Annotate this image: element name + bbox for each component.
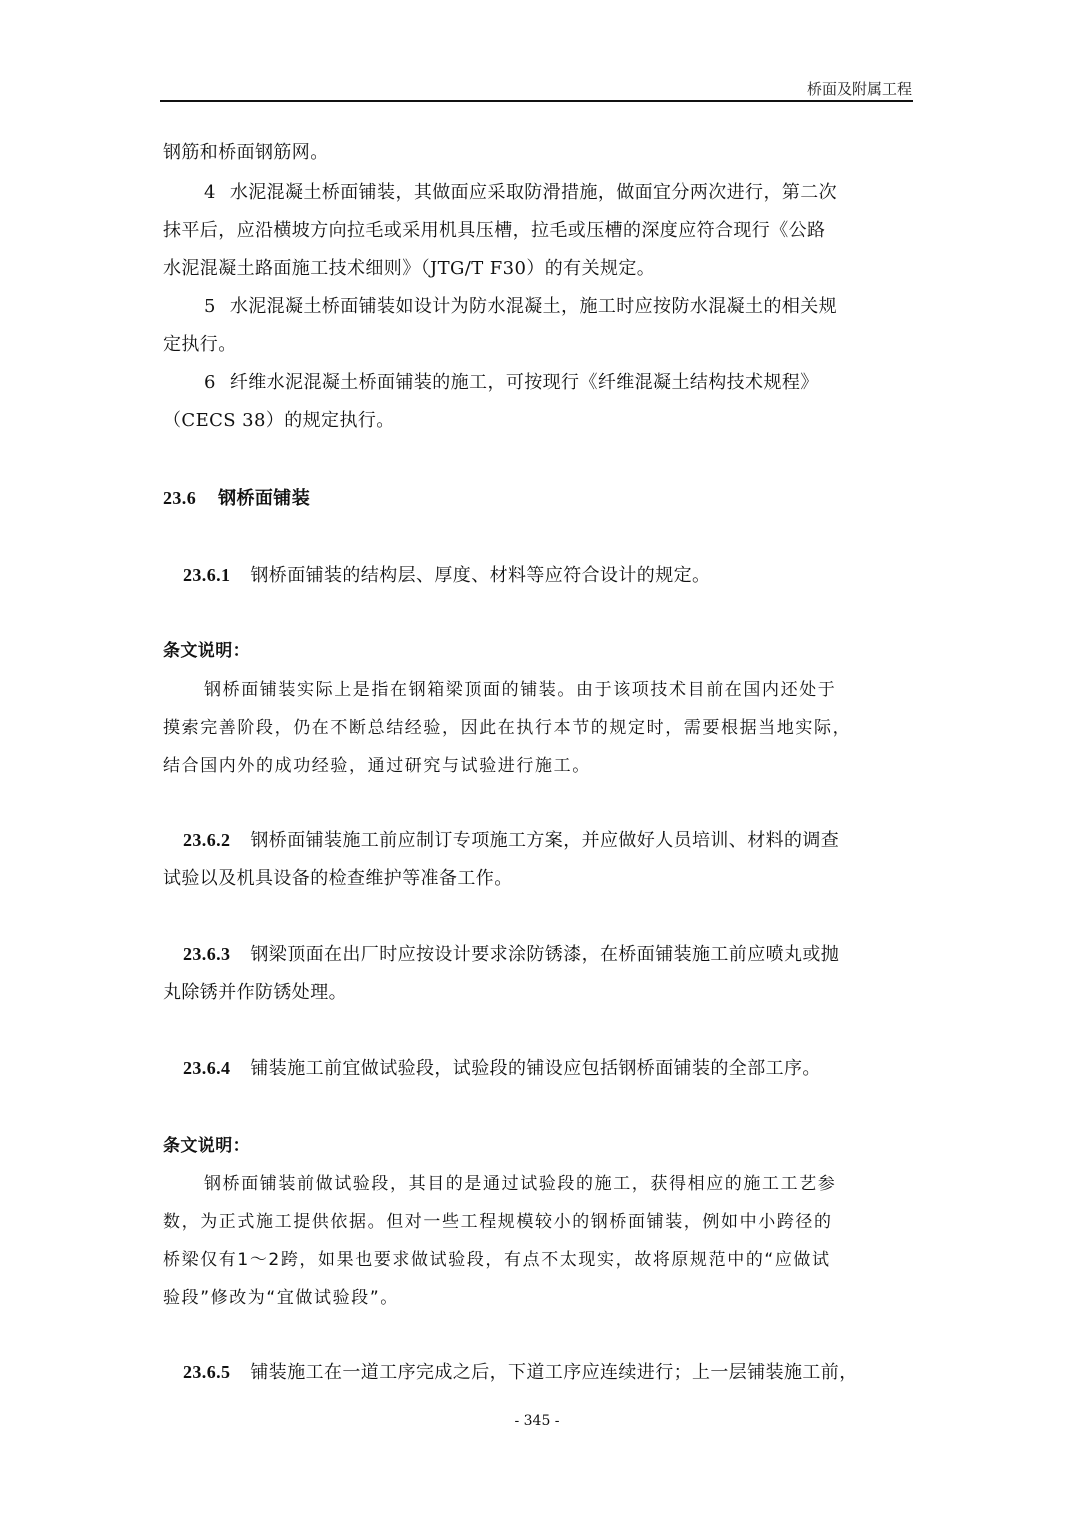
clause-23-6-4 [183,1054,933,1080]
clause-text-line: 试验以及机具设备的检查维护等准备工作。 [163,868,513,889]
item-text: 水泥混凝土桥面铺装，其做面应采取防滑措施，做面宜分两次进行，第二次 [229,182,838,203]
item-text-line: 定执行。 [163,334,237,355]
clause-text-line: 丸除锈并作防锈处理。 [163,982,347,1003]
clause-number: 23.6.3 [183,944,231,964]
running-header: 桥面及附属工程 [806,80,912,98]
clause-23-6-5 [183,1358,933,1384]
note-text-line: 钢桥面铺装实际上是指在钢箱梁顶面的铺装。由于该项技术目前在国内还处于 [204,680,837,700]
list-item-5 [204,292,954,318]
item-number: 5 [204,296,216,317]
clause-text: 钢桥面铺装施工前应制订专项施工方案，并应做好人员培训、材料的调查 [250,830,840,851]
list-item-6 [204,368,954,394]
item-text: 纤维水泥混凝土桥面铺装的施工，可按现行《纤维混凝土结构技术规程》 [229,372,819,393]
continuation-text: 钢筋和桥面钢筋网。 [163,142,329,163]
section-title: 钢桥面铺装 [218,488,311,509]
note-text-line: 数，为正式施工提供依据。但对一些工程规模较小的钢桥面铺装，例如中小跨径的 [163,1212,833,1232]
section-number: 23.6 [163,488,197,508]
clause-text: 钢桥面铺装的结构层、厚度、材料等应符合设计的规定。 [250,565,711,586]
section-heading [163,484,913,510]
note-text-line: 钢桥面铺装前做试验段，其目的是通过试验段的施工，获得相应的施工工艺参 [204,1174,837,1194]
item-text-line: 水泥混凝土路面施工技术细则》（JTG/T F30）的有关规定。 [163,258,656,279]
item-text: 水泥混凝土桥面铺装如设计为防水混凝土，施工时应按防水混凝土的相关规 [229,296,838,317]
clause-text: 铺装施工前宜做试验段，试验段的铺设应包括钢桥面铺装的全部工序。 [250,1058,821,1079]
clause-number: 23.6.5 [183,1362,231,1382]
item-number: 6 [204,372,216,393]
note-text-line: 桥梁仅有1～2跨，如果也要求做试验段，有点不太现实，故将原规范中的“应做试 [163,1250,831,1270]
list-item-4 [204,178,954,204]
clause-23-6-3 [183,940,933,966]
note-text-line: 验段”修改为“宜做试验段”。 [163,1288,399,1308]
clause-23-6-1 [183,561,933,587]
clause-number: 23.6.1 [183,565,231,585]
clause-text: 铺装施工在一道工序完成之后，下道工序应连续进行；上一层铺装施工前， [250,1362,858,1383]
page-number: - 345 - [514,1413,560,1429]
note-text-line: 摸索完善阶段，仍在不断总结经验，因此在执行本节的规定时，需要根据当地实际， [163,718,852,738]
item-text-line: 抹平后，应沿横坡方向拉毛或采用机具压槽，拉毛或压槽的深度应符合现行《公路 [163,220,826,241]
note-label: 条文说明： [163,1136,250,1156]
clause-23-6-2 [183,826,933,852]
clause-text: 钢梁顶面在出厂时应按设计要求涂防锈漆，在桥面铺装施工前应喷丸或抛 [250,944,840,965]
item-text-line: （CECS 38）的规定执行。 [163,410,395,431]
note-label: 条文说明： [163,641,250,661]
clause-number: 23.6.4 [183,1058,231,1078]
note-text-line: 结合国内外的成功经验，通过研究与试验进行施工。 [163,756,591,776]
item-number: 4 [204,182,216,203]
header-rule [160,100,913,102]
clause-number: 23.6.2 [183,830,231,850]
